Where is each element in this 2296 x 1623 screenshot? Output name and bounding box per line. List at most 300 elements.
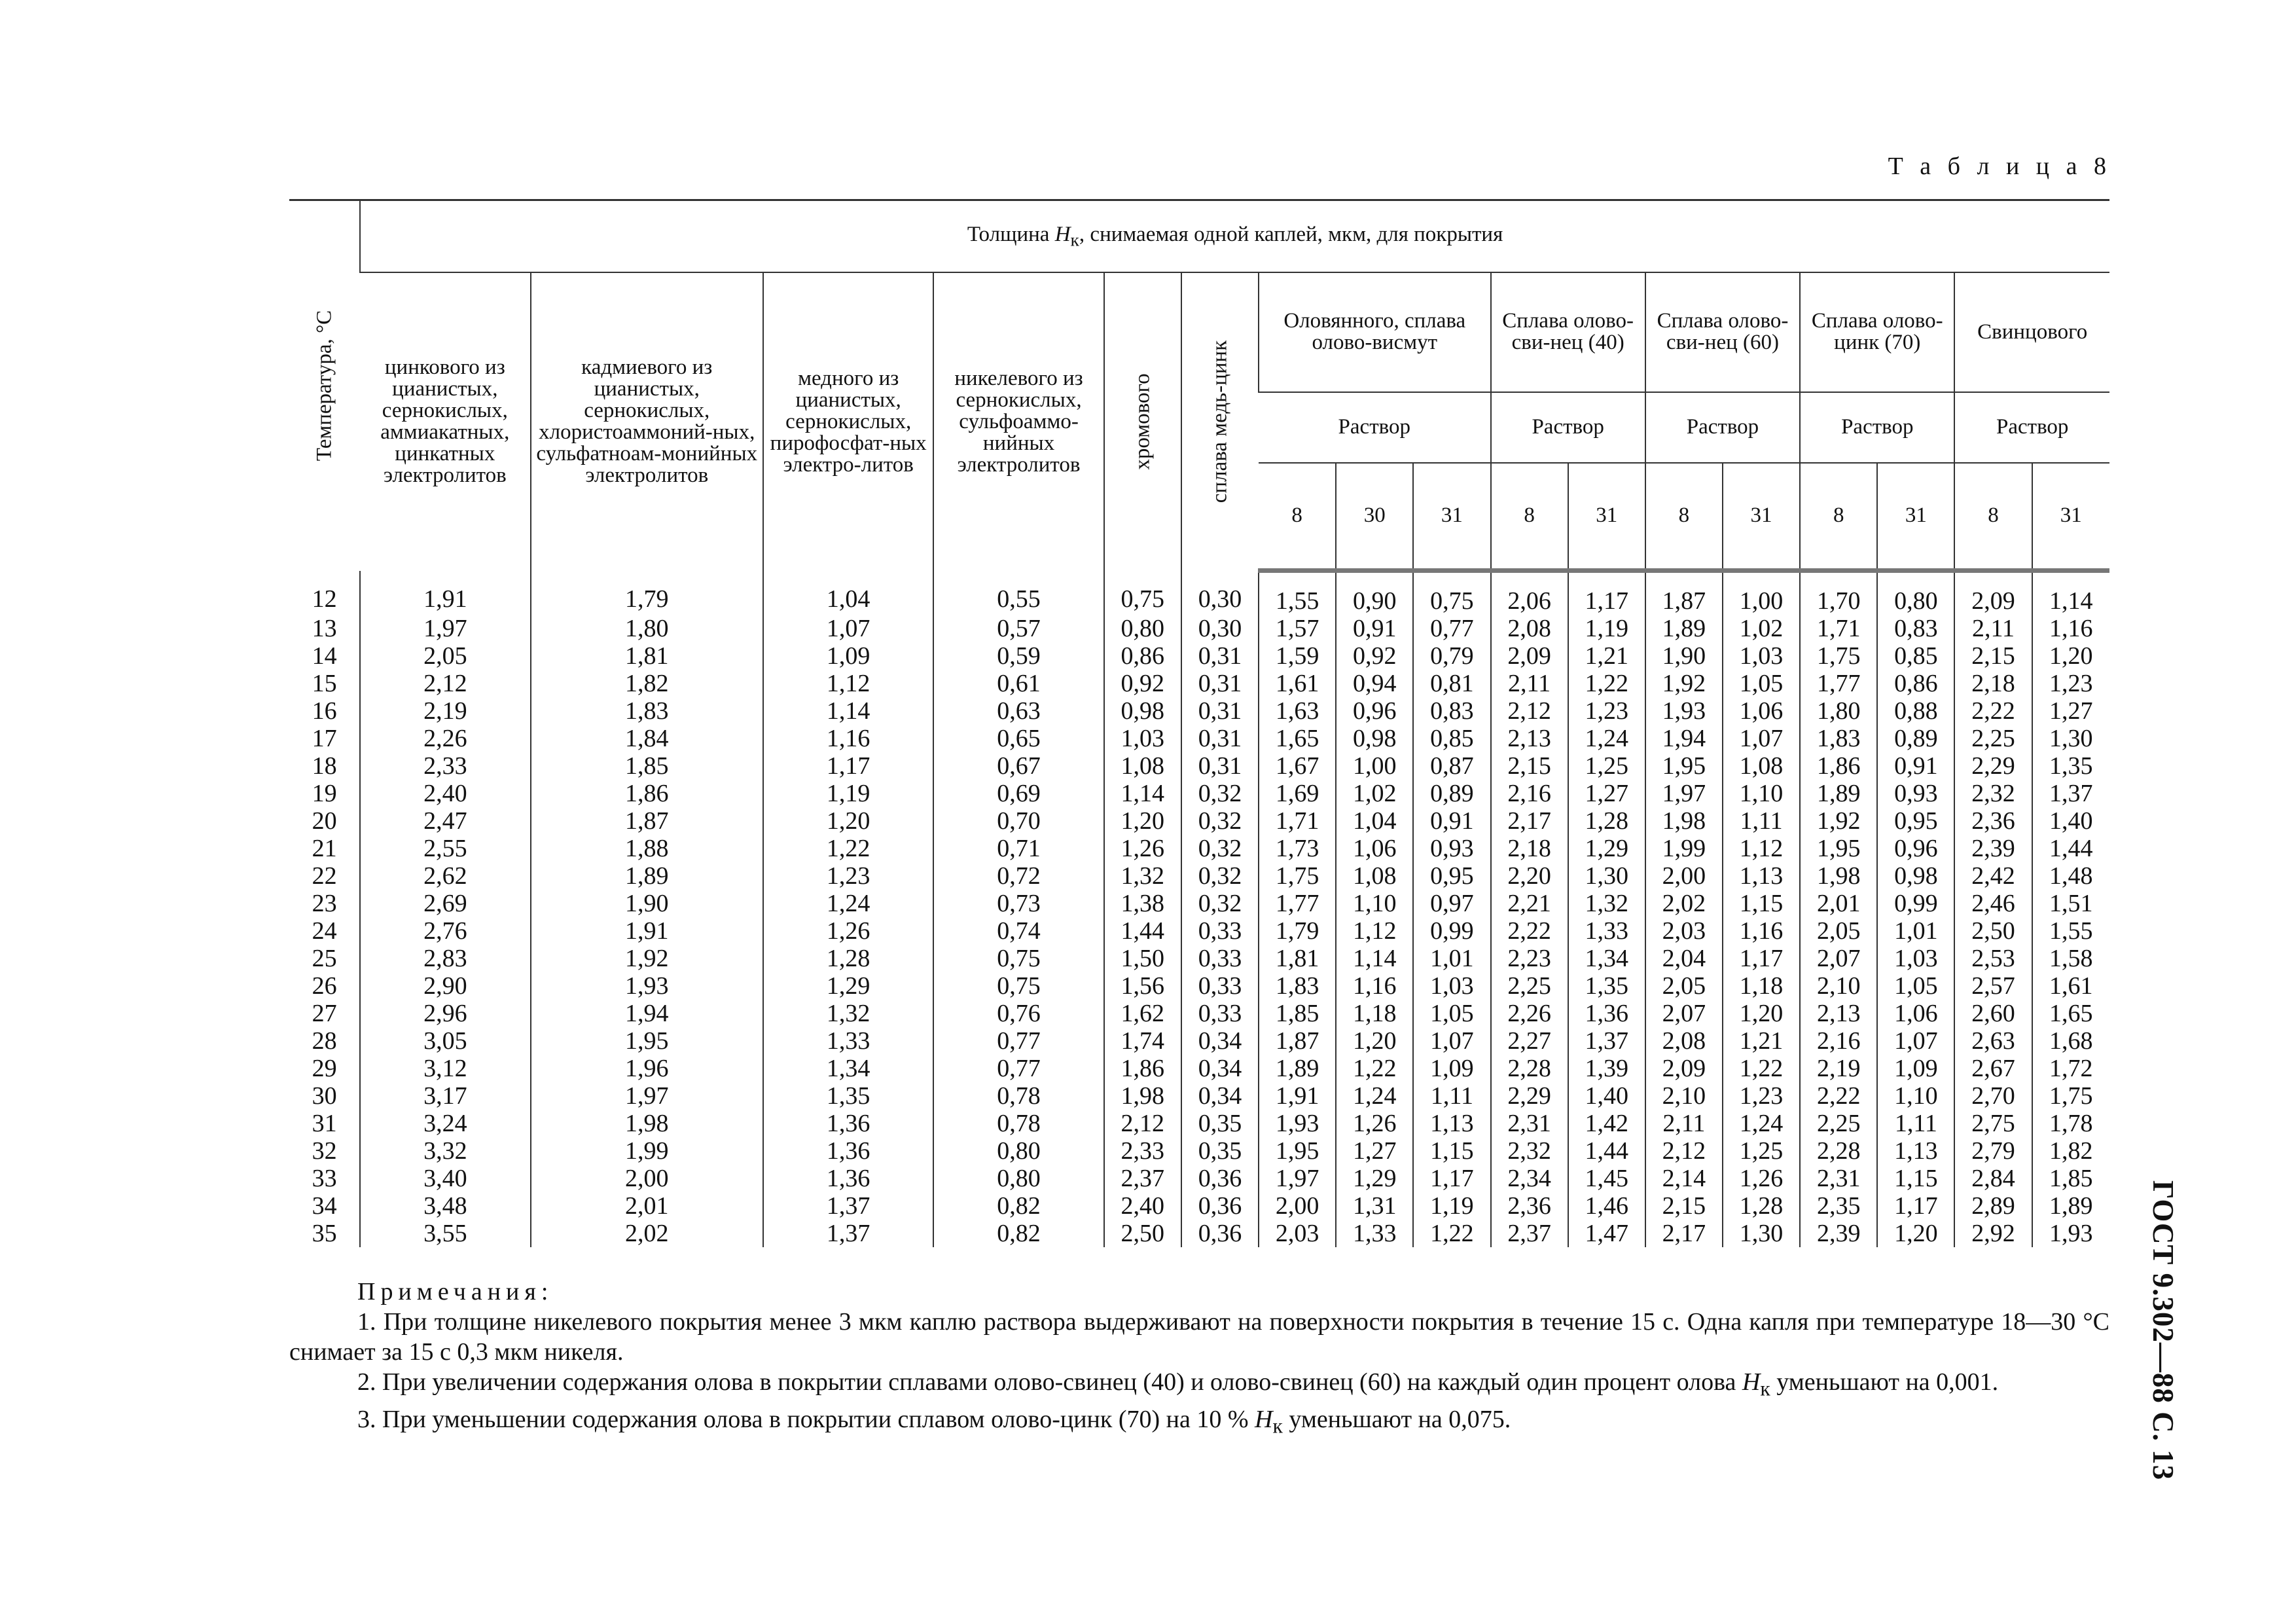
thickness-cell: 3,32 <box>360 1137 530 1165</box>
thickness-cell: 1,79 <box>1259 917 1336 945</box>
thickness-cell: 2,29 <box>1491 1082 1568 1110</box>
thickness-cell: 1,87 <box>1259 1027 1336 1055</box>
solution-number: 31 <box>1723 463 1800 571</box>
thickness-cell: 0,91 <box>1413 807 1490 835</box>
thickness-cell: 2,90 <box>360 972 530 1000</box>
thickness-cell: 1,30 <box>1568 862 1645 890</box>
thickness-cell: 2,31 <box>1800 1165 1877 1192</box>
thickness-cell: 2,07 <box>1645 1000 1723 1027</box>
thickness-cell: 1,40 <box>1568 1082 1645 1110</box>
thickness-cell: 2,57 <box>1954 972 2032 1000</box>
thickness-cell: 0,61 <box>933 670 1103 697</box>
thickness-cell: 1,37 <box>763 1220 933 1247</box>
temperature-cell: 22 <box>312 862 337 890</box>
thickness-cell: 1,69 <box>1259 780 1336 807</box>
table-row <box>289 945 2109 972</box>
thickness-cell: 1,03 <box>1877 945 1954 972</box>
thickness-cell: 1,14 <box>1336 945 1413 972</box>
solution-number: 8 <box>1800 463 1877 571</box>
table-row <box>289 1000 2109 1027</box>
thickness-cell: 1,98 <box>531 1110 764 1137</box>
thickness-cell: 2,17 <box>1491 807 1568 835</box>
thickness-cell: 1,30 <box>1723 1220 1800 1247</box>
thickness-cell: 0,93 <box>1877 780 1954 807</box>
thickness-cell: 1,32 <box>763 1000 933 1027</box>
solution-number: 8 <box>1954 463 2032 571</box>
thickness-cell: 2,37 <box>1104 1165 1181 1192</box>
thickness-cell: 1,27 <box>1336 1137 1413 1165</box>
thickness-cell: 1,01 <box>1413 945 1490 972</box>
solution-number: 31 <box>1413 463 1490 571</box>
thickness-cell: 0,80 <box>933 1165 1103 1192</box>
thickness-cell: 1,77 <box>1259 890 1336 917</box>
thickness-cell: 2,22 <box>1800 1082 1877 1110</box>
thickness-cell: 2,18 <box>1954 670 2032 697</box>
thickness-cell: 1,12 <box>1723 835 1800 862</box>
thickness-cell: 0,30 <box>1181 615 1259 642</box>
thickness-cell: 0,82 <box>933 1220 1103 1247</box>
thickness-cell: 2,15 <box>1645 1192 1723 1220</box>
thickness-cell: 2,50 <box>1104 1220 1181 1247</box>
thickness-cell: 1,14 <box>1104 780 1181 807</box>
thickness-cell: 0,67 <box>933 752 1103 780</box>
thickness-cell: 1,30 <box>2032 725 2109 752</box>
thickness-cell: 2,22 <box>1954 697 2032 725</box>
thickness-cell: 0,76 <box>933 1000 1103 1027</box>
thickness-cell: 0,95 <box>1413 862 1490 890</box>
thickness-cell: 3,05 <box>360 1027 530 1055</box>
thickness-cell: 1,01 <box>1877 917 1954 945</box>
thickness-cell: 1,93 <box>531 972 764 1000</box>
thickness-cell: 2,42 <box>1954 862 2032 890</box>
thickness-cell: 1,95 <box>1259 1137 1336 1165</box>
thickness-cell: 1,50 <box>1104 945 1181 972</box>
thickness-cell: 1,37 <box>1568 1027 1645 1055</box>
solution-header: Раствор <box>1800 392 1954 463</box>
thickness-cell: 2,25 <box>1491 972 1568 1000</box>
thickness-cell: 0,85 <box>1877 642 1954 670</box>
note-1: 1. При толщине никелевого покрытия менее 3 мкм каплю раствора выдерживают на поверхности покрытия в течение 15 с. Одна капля при температуре 18—30 °С снимает за 15 с 0,3 мкм никеля. <box>289 1308 2109 1366</box>
tin-lead-60-header: Сплава олово-сви-нец (60) <box>1645 272 1800 392</box>
thickness-cell: 1,89 <box>531 862 764 890</box>
thickness-cell: 1,44 <box>1568 1137 1645 1165</box>
thickness-cell: 1,85 <box>2032 1165 2109 1192</box>
thickness-cell: 1,86 <box>1104 1055 1181 1082</box>
thickness-cell: 2,09 <box>1645 1055 1723 1082</box>
table-row <box>289 1110 2109 1137</box>
solution-header: Раствор <box>1954 392 2109 463</box>
table-caption: Т а б л и ц а 8 <box>1888 153 2111 180</box>
thickness-cell: 2,04 <box>1645 945 1723 972</box>
thickness-cell: 2,28 <box>1491 1055 1568 1082</box>
thickness-cell: 1,37 <box>763 1192 933 1220</box>
tin-lead-40-header: Сплава олово-сви-нец (40) <box>1491 272 1645 392</box>
solution-number: 31 <box>1568 463 1645 571</box>
thickness-cell: 1,95 <box>531 1027 764 1055</box>
thickness-cell: 1,29 <box>1568 835 1645 862</box>
table-body <box>289 571 2109 1248</box>
thickness-cell: 1,91 <box>360 571 530 615</box>
thickness-cell: 0,89 <box>1413 780 1490 807</box>
thickness-cell: 1,12 <box>763 670 933 697</box>
thickness-cell: 1,33 <box>763 1027 933 1055</box>
thickness-cell: 1,61 <box>1259 670 1336 697</box>
thickness-cell: 1,83 <box>531 697 764 725</box>
thickness-cell: 2,19 <box>360 697 530 725</box>
thickness-cell: 1,90 <box>531 890 764 917</box>
thickness-cell: 2,33 <box>1104 1137 1181 1165</box>
thickness-cell: 3,48 <box>360 1192 530 1220</box>
thickness-cell: 1,11 <box>1877 1110 1954 1137</box>
thickness-cell: 1,94 <box>1645 725 1723 752</box>
thickness-cell: 1,95 <box>1645 752 1723 780</box>
thickness-cell: 2,11 <box>1491 670 1568 697</box>
thickness-cell: 2,02 <box>531 1220 764 1247</box>
thickness-cell: 0,82 <box>933 1192 1103 1220</box>
thickness-cell: 2,11 <box>1645 1110 1723 1137</box>
solution-number: 31 <box>2032 463 2109 571</box>
thickness-cell: 0,33 <box>1181 972 1259 1000</box>
thickness-cell: 1,18 <box>1336 1000 1413 1027</box>
thickness-cell: 1,17 <box>763 752 933 780</box>
thickness-cell: 2,00 <box>531 1165 764 1192</box>
thickness-cell: 3,24 <box>360 1110 530 1137</box>
thickness-cell: 1,82 <box>2032 1137 2109 1165</box>
thickness-cell: 0,63 <box>933 697 1103 725</box>
thickness-cell: 1,15 <box>1413 1137 1490 1165</box>
thickness-cell: 2,75 <box>1954 1110 2032 1137</box>
table-row <box>289 1082 2109 1110</box>
thickness-cell: 0,70 <box>933 807 1103 835</box>
thickness-cell: 0,31 <box>1181 642 1259 670</box>
thickness-cell: 2,96 <box>360 1000 530 1027</box>
thickness-cell: 2,76 <box>360 917 530 945</box>
thickness-cell: 1,13 <box>1877 1137 1954 1165</box>
thickness-cell: 1,92 <box>531 945 764 972</box>
thickness-cell: 1,32 <box>1568 890 1645 917</box>
thickness-cell: 2,84 <box>1954 1165 2032 1192</box>
thickness-cell: 2,79 <box>1954 1137 2032 1165</box>
tin-zinc-70-header: Сплава олово-цинк (70) <box>1800 272 1954 392</box>
thickness-cell: 1,46 <box>1568 1192 1645 1220</box>
thickness-cell: 1,71 <box>1259 807 1336 835</box>
thickness-cell: 2,47 <box>360 807 530 835</box>
thickness-cell: 2,69 <box>360 890 530 917</box>
thickness-cell: 2,15 <box>1954 642 2032 670</box>
temperature-cell: 19 <box>312 780 337 807</box>
thickness-cell: 2,55 <box>360 835 530 862</box>
solution-header: Раствор <box>1259 392 1490 463</box>
thickness-cell: 0,99 <box>1413 917 1490 945</box>
thickness-cell: 1,62 <box>1104 1000 1181 1027</box>
notes-title: Примечания: <box>357 1278 554 1305</box>
thickness-cell: 2,08 <box>1491 615 1568 642</box>
temperature-cell: 17 <box>312 725 337 752</box>
thickness-cell: 0,78 <box>933 1110 1103 1137</box>
thickness-cell: 1,70 <box>1800 571 1877 615</box>
thickness-cell: 1,08 <box>1723 752 1800 780</box>
table-row <box>289 780 2109 807</box>
thickness-cell: 2,63 <box>1954 1027 2032 1055</box>
thickness-cell: 1,67 <box>1259 752 1336 780</box>
solution-number: 8 <box>1645 463 1723 571</box>
thickness-cell: 1,08 <box>1336 862 1413 890</box>
thickness-cell: 0,98 <box>1104 697 1181 725</box>
thickness-cell: 3,40 <box>360 1165 530 1192</box>
thickness-cell: 0,83 <box>1877 615 1954 642</box>
thickness-cell: 0,77 <box>1413 615 1490 642</box>
thickness-cell: 1,81 <box>531 642 764 670</box>
thickness-cell: 1,03 <box>1723 642 1800 670</box>
thickness-cell: 1,86 <box>1800 752 1877 780</box>
thickness-cell: 1,07 <box>1877 1027 1954 1055</box>
thickness-cell: 1,07 <box>1723 725 1800 752</box>
thickness-cell: 1,19 <box>1568 615 1645 642</box>
thickness-cell: 1,09 <box>1877 1055 1954 1082</box>
thickness-cell: 2,18 <box>1491 835 1568 862</box>
thickness-cell: 1,98 <box>1645 807 1723 835</box>
thickness-cell: 2,05 <box>360 642 530 670</box>
thickness-cell: 2,29 <box>1954 752 2032 780</box>
table-row <box>289 571 2109 615</box>
thickness-cell: 0,71 <box>933 835 1103 862</box>
thickness-cell: 1,07 <box>763 615 933 642</box>
thickness-cell: 1,38 <box>1104 890 1181 917</box>
solution-number: 30 <box>1336 463 1413 571</box>
thickness-cell: 1,73 <box>1259 835 1336 862</box>
thickness-cell: 1,61 <box>2032 972 2109 1000</box>
thickness-cell: 1,23 <box>1723 1082 1800 1110</box>
thickness-cell: 1,29 <box>1336 1165 1413 1192</box>
thickness-cell: 1,98 <box>1800 862 1877 890</box>
table-row <box>289 807 2109 835</box>
thickness-cell: 0,31 <box>1181 670 1259 697</box>
thickness-cell: 1,79 <box>531 571 764 615</box>
nickel-header: никелевого из сернокислых, сульфоаммо-нийных электролитов <box>933 272 1103 571</box>
thickness-cell: 2,12 <box>1491 697 1568 725</box>
thickness-cell: 1,55 <box>1259 571 1336 615</box>
thickness-cell: 2,40 <box>360 780 530 807</box>
thickness-cell: 2,00 <box>1645 862 1723 890</box>
temperature-cell: 18 <box>312 752 337 780</box>
thickness-cell: 1,32 <box>1104 862 1181 890</box>
thickness-cell: 1,09 <box>763 642 933 670</box>
thickness-cell: 1,28 <box>1568 807 1645 835</box>
thickness-cell: 2,67 <box>1954 1055 2032 1082</box>
thickness-cell: 1,15 <box>1877 1165 1954 1192</box>
thickness-cell: 2,12 <box>1104 1110 1181 1137</box>
thickness-cell: 1,04 <box>763 571 933 615</box>
page-side-label: ГОСТ 9.302—88 С. 13 <box>2147 1180 2179 1481</box>
thickness-cell: 2,01 <box>1800 890 1877 917</box>
thickness-cell: 2,21 <box>1491 890 1568 917</box>
thickness-cell: 1,06 <box>1723 697 1800 725</box>
thickness-cell: 1,13 <box>1413 1110 1490 1137</box>
table-row <box>289 725 2109 752</box>
thickness-cell: 1,85 <box>531 752 764 780</box>
thickness-cell: 2,83 <box>360 945 530 972</box>
thickness-cell: 1,05 <box>1723 670 1800 697</box>
temperature-cell: 25 <box>312 945 337 972</box>
table-row <box>289 1027 2109 1055</box>
thickness-cell: 1,82 <box>531 670 764 697</box>
thickness-cell: 1,08 <box>1104 752 1181 780</box>
thickness-cell: 1,24 <box>1568 725 1645 752</box>
thickness-cell: 0,75 <box>1104 571 1181 615</box>
thickness-cell: 0,75 <box>1413 571 1490 615</box>
thickness-cell: 1,47 <box>1568 1220 1645 1247</box>
thickness-cell: 2,26 <box>1491 1000 1568 1027</box>
temperature-cell: 34 <box>312 1192 337 1220</box>
thickness-cell: 2,36 <box>1954 807 2032 835</box>
table-row <box>289 670 2109 697</box>
thickness-cell: 0,90 <box>1336 571 1413 615</box>
thickness-cell: 1,55 <box>2032 917 2109 945</box>
thickness-cell: 2,26 <box>360 725 530 752</box>
thickness-cell: 2,09 <box>1954 571 2032 615</box>
lead-header: Свинцового <box>1954 272 2109 392</box>
thickness-cell: 0,34 <box>1181 1027 1259 1055</box>
thickness-cell: 2,13 <box>1800 1000 1877 1027</box>
temperature-cell: 31 <box>312 1110 337 1137</box>
thickness-cell: 1,98 <box>1104 1082 1181 1110</box>
thickness-cell: 0,33 <box>1181 1000 1259 1027</box>
thickness-cell: 2,16 <box>1491 780 1568 807</box>
thickness-cell: 1,89 <box>1259 1055 1336 1082</box>
thickness-cell: 1,34 <box>1568 945 1645 972</box>
thickness-cell: 2,11 <box>1954 615 2032 642</box>
thickness-cell: 1,80 <box>531 615 764 642</box>
thickness-cell: 1,20 <box>1336 1027 1413 1055</box>
thickness-cell: 1,83 <box>1259 972 1336 1000</box>
thickness-cell: 0,72 <box>933 862 1103 890</box>
thickness-cell: 0,33 <box>1181 945 1259 972</box>
thickness-cell: 1,28 <box>1723 1192 1800 1220</box>
thickness-cell: 3,17 <box>360 1082 530 1110</box>
temperature-cell: 27 <box>312 1000 337 1027</box>
temperature-cell: 20 <box>312 807 337 835</box>
thickness-cell: 1,59 <box>1259 642 1336 670</box>
thickness-cell: 1,22 <box>1336 1055 1413 1082</box>
thickness-cell: 0,95 <box>1877 807 1954 835</box>
thickness-cell: 1,10 <box>1877 1082 1954 1110</box>
thickness-cell: 2,15 <box>1491 752 1568 780</box>
temperature-cell: 30 <box>312 1082 337 1110</box>
thickness-cell: 2,53 <box>1954 945 2032 972</box>
thickness-cell: 1,25 <box>1568 752 1645 780</box>
thickness-cell: 2,28 <box>1800 1137 1877 1165</box>
thickness-cell: 2,33 <box>360 752 530 780</box>
thickness-cell: 1,91 <box>531 917 764 945</box>
thickness-cell: 0,74 <box>933 917 1103 945</box>
thickness-cell: 1,90 <box>1645 642 1723 670</box>
thickness-cell: 2,37 <box>1491 1220 1568 1247</box>
zinc-header: цинкового из цианистых, сернокислых, аммиакатных, цинкатных электролитов <box>360 272 530 571</box>
thickness-cell: 1,19 <box>1413 1192 1490 1220</box>
thickness-cell: 1,96 <box>531 1055 764 1082</box>
thickness-cell: 1,37 <box>2032 780 2109 807</box>
thickness-cell: 1,44 <box>1104 917 1181 945</box>
thickness-cell: 1,22 <box>763 835 933 862</box>
thickness-cell: 1,74 <box>1104 1027 1181 1055</box>
thickness-cell: 0,69 <box>933 780 1103 807</box>
thickness-cell: 0,99 <box>1877 890 1954 917</box>
data-table <box>289 199 2109 1247</box>
thickness-cell: 1,91 <box>1259 1082 1336 1110</box>
thickness-cell: 1,97 <box>531 1082 764 1110</box>
thickness-cell: 0,92 <box>1336 642 1413 670</box>
thickness-cell: 1,29 <box>763 972 933 1000</box>
thickness-cell: 1,99 <box>531 1137 764 1165</box>
thickness-cell: 1,15 <box>1723 890 1800 917</box>
thickness-cell: 0,36 <box>1181 1165 1259 1192</box>
thickness-cell: 0,35 <box>1181 1137 1259 1165</box>
thickness-cell: 1,65 <box>1259 725 1336 752</box>
thickness-cell: 0,73 <box>933 890 1103 917</box>
table-row <box>289 752 2109 780</box>
thickness-cell: 1,21 <box>1723 1027 1800 1055</box>
temperature-cell: 26 <box>312 972 337 1000</box>
thickness-cell: 2,62 <box>360 862 530 890</box>
thickness-cell: 0,91 <box>1336 615 1413 642</box>
thickness-cell: 1,02 <box>1336 780 1413 807</box>
thickness-cell: 1,85 <box>1259 1000 1336 1027</box>
thickness-cell: 2,36 <box>1491 1192 1568 1220</box>
thickness-cell: 1,72 <box>2032 1055 2109 1082</box>
table-row <box>289 835 2109 862</box>
thickness-cell: 1,21 <box>1568 642 1645 670</box>
thickness-cell: 2,20 <box>1491 862 1568 890</box>
thickness-cell: 2,32 <box>1954 780 2032 807</box>
thickness-cell: 0,94 <box>1336 670 1413 697</box>
thickness-cell: 1,86 <box>531 780 764 807</box>
table-row <box>289 615 2109 642</box>
thickness-cell: 0,33 <box>1181 917 1259 945</box>
chrome-header: хромового <box>1104 272 1181 571</box>
thickness-cell: 1,24 <box>1336 1082 1413 1110</box>
table-row <box>289 1220 2109 1247</box>
thickness-cell: 1,31 <box>1336 1192 1413 1220</box>
thickness-cell: 1,83 <box>1800 725 1877 752</box>
thickness-cell: 2,05 <box>1645 972 1723 1000</box>
temperature-header: Температура, °С <box>289 200 360 571</box>
thickness-cell: 1,89 <box>1645 615 1723 642</box>
thickness-cell: 0,93 <box>1413 835 1490 862</box>
thickness-cell: 1,09 <box>1413 1055 1490 1082</box>
thickness-cell: 0,36 <box>1181 1192 1259 1220</box>
thickness-cell: 1,14 <box>2032 571 2109 615</box>
thickness-cell: 1,40 <box>2032 807 2109 835</box>
thickness-cell: 2,10 <box>1800 972 1877 1000</box>
thickness-cell: 1,12 <box>1336 917 1413 945</box>
thickness-cell: 2,23 <box>1491 945 1568 972</box>
thickness-cell: 1,28 <box>763 945 933 972</box>
thickness-cell: 1,26 <box>1723 1165 1800 1192</box>
thickness-cell: 0,77 <box>933 1055 1103 1082</box>
table-row <box>289 1055 2109 1082</box>
thickness-cell: 0,32 <box>1181 835 1259 862</box>
thickness-cell: 1,11 <box>1413 1082 1490 1110</box>
thickness-cell: 2,14 <box>1645 1165 1723 1192</box>
thickness-cell: 2,39 <box>1800 1220 1877 1247</box>
thickness-cell: 0,81 <box>1413 670 1490 697</box>
thickness-cell: 3,55 <box>360 1220 530 1247</box>
temperature-cell: 28 <box>312 1027 337 1055</box>
thickness-cell: 2,09 <box>1491 642 1568 670</box>
thickness-cell: 0,59 <box>933 642 1103 670</box>
thickness-cell: 0,80 <box>1877 571 1954 615</box>
thickness-cell: 1,22 <box>1568 670 1645 697</box>
